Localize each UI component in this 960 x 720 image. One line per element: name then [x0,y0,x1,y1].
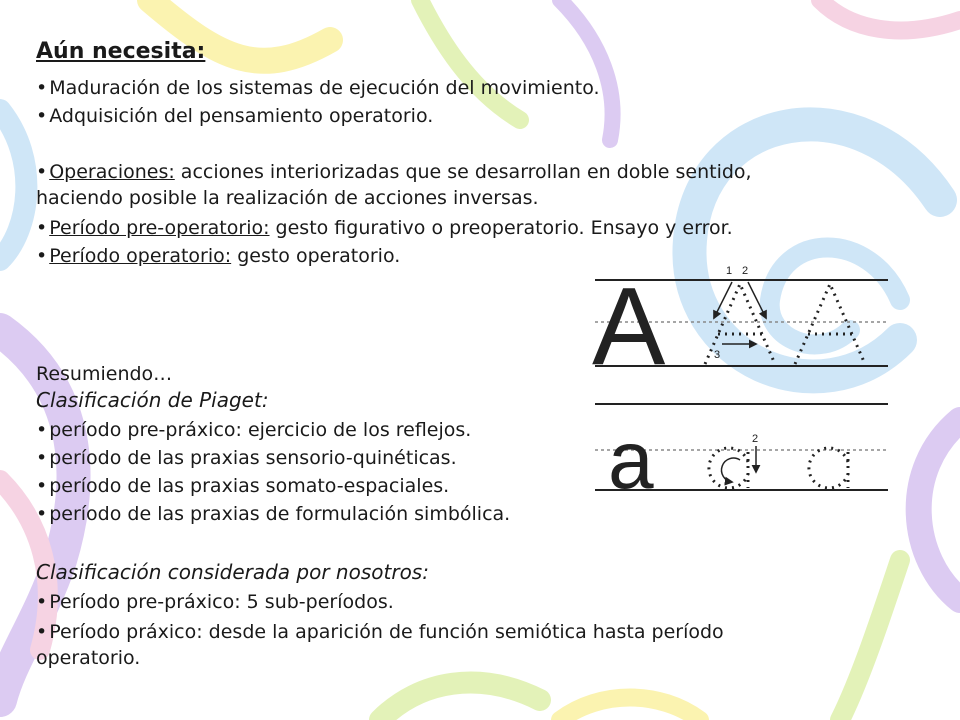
piaget-heading: Clasificación de Piaget: [36,388,269,412]
ours-item [36,590,394,614]
need-text: Maduración de los sistemas de ejecución del movimiento. [49,77,600,99]
definition-continuation: haciendo posible la realización de acciones inversas. [36,187,539,209]
definition-text: gesto operatorio. [231,245,401,267]
definition-text: acciones interiorizadas que se desarrollan en doble sentido, [174,161,752,183]
piaget-item-text: período de las praxias de formulación simbólica. [49,503,511,525]
definition-operaciones [36,160,752,184]
bullet: • [36,621,48,643]
letter-lower-dotted [709,448,748,488]
stroke-label: 2 [752,433,759,445]
stroke-label: 3 [714,349,721,361]
bullet: • [36,217,48,239]
bullet: • [36,447,48,469]
piaget-item [36,474,449,498]
bullet: • [36,591,48,613]
stroke-label: 2 [742,265,749,277]
definition-term: Período pre-operatorio: [49,217,270,239]
stroke-arrow-2 [748,282,766,318]
stroke-label: 1 [726,265,733,277]
ours-item [36,620,724,644]
need-item [36,76,600,100]
ours-heading: Clasificación considerada por nosotros: [36,560,429,584]
bullet: • [36,419,48,441]
stroke-arrow-circle [722,458,740,482]
piaget-item [36,446,457,470]
ours-item-text: Período pre-práxico: 5 sub-períodos. [49,591,394,613]
piaget-item-text: período pre-práxico: ejercicio de los reflejos. [49,419,472,441]
letter-lower-solid: a [608,415,654,502]
definition-operatorio [36,244,400,268]
letter-upper-dotted [795,284,865,364]
slide-title: Aún necesita: [36,39,206,64]
bullet: • [36,245,48,267]
stroke-arrow-1 [714,282,732,318]
piaget-item-text: período de las praxias sensorio-quinéticas. [49,447,457,469]
definition-text: gesto figurativo o preoperatorio. Ensayo y error. [269,217,733,239]
bullet: • [36,475,48,497]
summary-intro: Resumiendo… [36,363,173,385]
definition-term: Operaciones: [49,161,175,183]
need-item [36,104,433,128]
bullet: • [36,77,48,99]
definition-term: Período operatorio: [49,245,232,267]
bullet: • [36,105,48,127]
need-text: Adquisición del pensamiento operatorio. [49,105,434,127]
ours-item-continuation: operatorio. [36,647,141,669]
piaget-item [36,418,471,442]
letter-lower-dotted [809,448,848,488]
definition-preoperatorio [36,216,733,240]
bullet: • [36,161,48,183]
piaget-item [36,502,510,526]
ours-item-text: Período práxico: desde la aparición de función semiótica hasta período [49,621,724,643]
letter-tracing-diagram [590,262,890,502]
bullet: • [36,503,48,525]
piaget-item-text: período de las praxias somato-espaciales. [49,475,450,497]
letter-upper-solid: A [592,265,666,388]
